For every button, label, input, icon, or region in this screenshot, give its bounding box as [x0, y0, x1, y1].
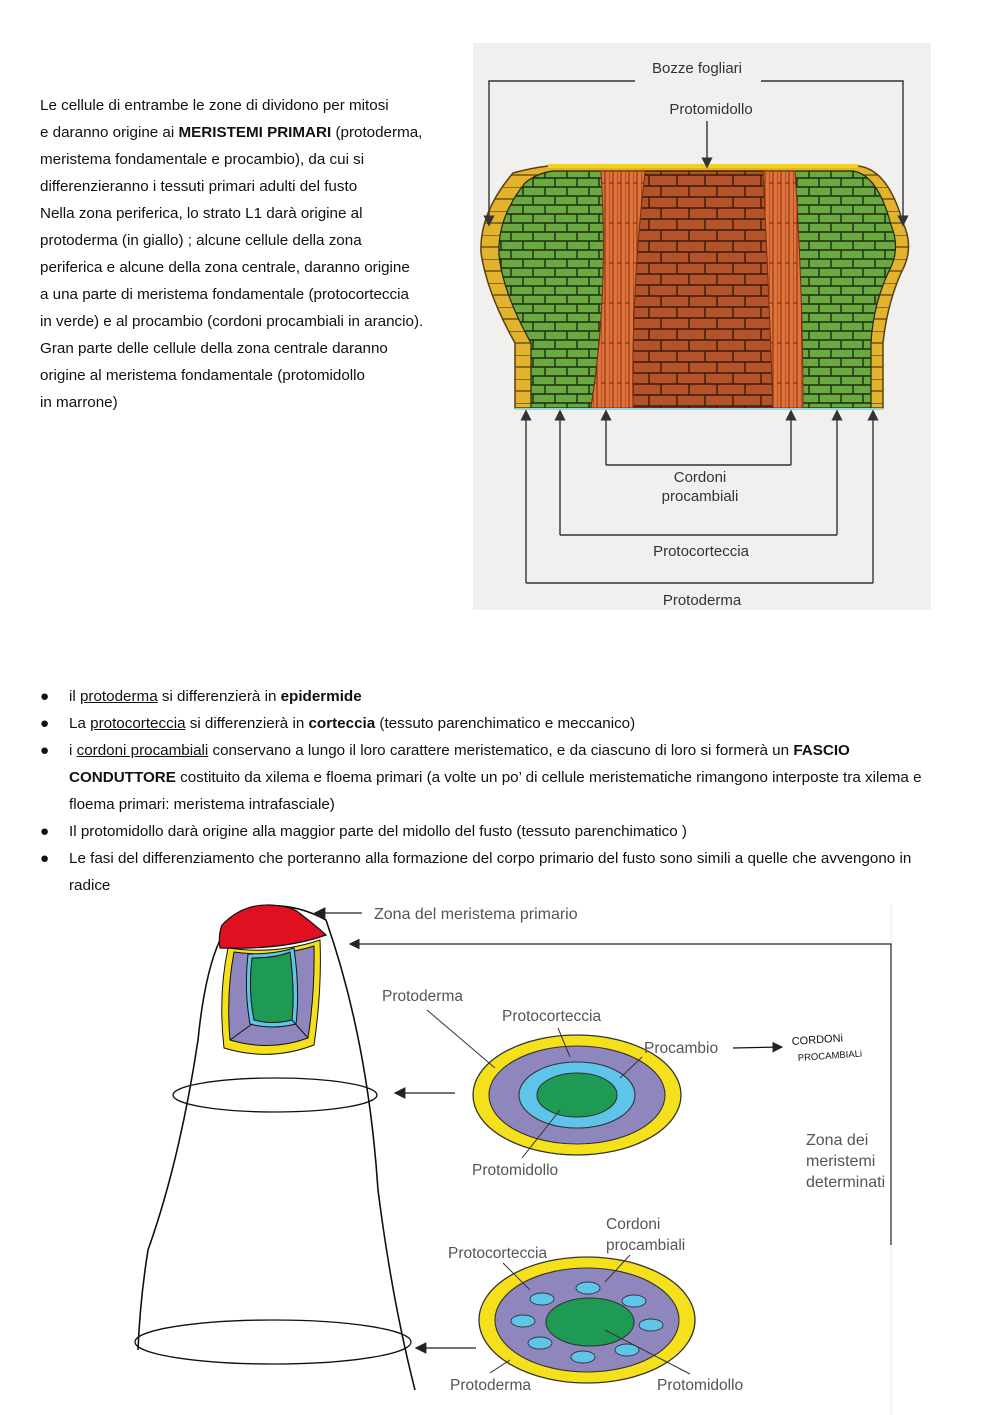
intro-line: periferica e alcune della zona centrale, daranno origine — [40, 259, 410, 276]
hand-arrow — [733, 1047, 782, 1048]
list-item: ● il protoderma si differenzierà in epidermide — [40, 683, 940, 710]
label-procambio: Procambio — [644, 1040, 719, 1057]
intro-line: Nella zona periferica, lo strato L1 darà origine al — [40, 205, 363, 222]
list-item: ● La protocorteccia si differenzierà in corteccia (tessuto parenchimatico e meccanico) — [40, 710, 940, 737]
label-protoderma-bottom: Protoderma — [450, 1377, 531, 1394]
label-protocorteccia: Protocorteccia — [653, 543, 749, 560]
procambial-strand — [622, 1295, 646, 1307]
procambial-strand — [528, 1337, 552, 1349]
label-zona-meristema: Zona del meristema primario — [374, 906, 578, 923]
bullet-dot: ● — [40, 823, 50, 840]
procambial-strand — [639, 1319, 663, 1331]
bullet-list — [40, 683, 940, 899]
label-bozze-fogliari: Bozze fogliari — [651, 60, 743, 77]
shoot-apex-figure — [130, 900, 920, 1415]
stem-apex-figure — [473, 43, 931, 610]
label-zona-dei: Zona dei — [806, 1132, 869, 1149]
handwritten-procambiali: PROCAMBIALi — [797, 1048, 863, 1064]
primary-meristem-cap — [219, 905, 326, 948]
apex-protomedulla — [250, 952, 293, 1023]
intro-line: origine al meristema fondamentale (protomidollo — [40, 367, 366, 384]
intro-line: Le cellule di entrambe le zone di dividono per mitosi — [40, 97, 389, 114]
label-protocorteccia-top: Protocorteccia — [502, 1008, 602, 1025]
label-protomidollo-bottom: Protomidollo — [657, 1377, 744, 1394]
label-procambiali: procambiali — [606, 1237, 686, 1254]
intro-line: in marrone) — [40, 394, 118, 411]
procambial-strand — [571, 1351, 595, 1363]
list-item: ● Le fasi del differenziamento che porteranno alla formazione del corpo primario del fusto sono simili a quelle che avvengono in radice — [40, 845, 940, 899]
handwritten-cordoni: CORDONi — [791, 1032, 844, 1048]
bullet-dot: ● — [40, 715, 50, 732]
upper-protomidollo — [537, 1073, 617, 1117]
procambial-strand — [576, 1282, 600, 1294]
lower-section-ring — [135, 1320, 411, 1364]
intro-line: protoderma (in giallo) ; alcune cellule della zona — [40, 232, 362, 249]
bullet-dot: ● — [40, 742, 50, 759]
label-cordoni: Cordoni — [673, 469, 727, 486]
label-procambiali: procambiali — [661, 488, 739, 505]
label-protomidollo-top: Protomidollo — [472, 1162, 559, 1179]
label-protocorteccia-bottom: Protocorteccia — [448, 1245, 548, 1262]
label-protomidollo: Protomidollo — [669, 101, 753, 118]
intro-line: differenzieranno i tessuti primari adulti del fusto — [40, 178, 358, 195]
label-cordoni: Cordoni — [606, 1216, 661, 1233]
list-item: ● Il protomidollo darà origine alla maggior parte del midollo del fusto (tessuto parenchimatico ) — [40, 818, 940, 845]
label-determinati: determinati — [806, 1174, 886, 1191]
leader-protoderma-top — [427, 1010, 495, 1068]
intro-line: Gran parte delle cellule della zona centrale daranno — [40, 340, 388, 357]
intro-line: a una parte di meristema fondamentale (protocorteccia — [40, 286, 409, 303]
list-item: ● i cordoni procambiali conservano a lungo il loro carattere meristematico, e da ciascuno di loro si formerà un FASCIO CONDUTTORE costituito da xilema e floema primari (a volte un po’ di cellule meristematiche rimangono interposte tra xilema e floema primari: meristema intrafasciale) — [40, 737, 940, 818]
intro-paragraph — [40, 92, 465, 416]
intro-line: meristema fondamentale e procambio), da cui si — [40, 151, 365, 168]
label-protoderma-top: Protoderma — [382, 988, 463, 1005]
lower-protomidollo — [546, 1298, 634, 1346]
bullet-dot: ● — [40, 688, 50, 705]
label-protoderma: Protoderma — [662, 592, 742, 609]
procambial-strand — [511, 1315, 535, 1327]
intro-line: e daranno origine ai MERISTEMI PRIMARI (protoderma, — [40, 124, 423, 141]
leader-protoderma-bottom — [490, 1360, 510, 1373]
bullet-dot: ● — [40, 850, 50, 867]
upper-section-ring — [173, 1078, 377, 1112]
intro-line: in verde) e al procambio (cordoni procambiali in arancio). — [40, 313, 424, 330]
procambial-strand — [530, 1293, 554, 1305]
label-meristemi: meristemi — [806, 1153, 876, 1170]
meristemi-primari-bold: MERISTEMI PRIMARI — [178, 124, 332, 141]
